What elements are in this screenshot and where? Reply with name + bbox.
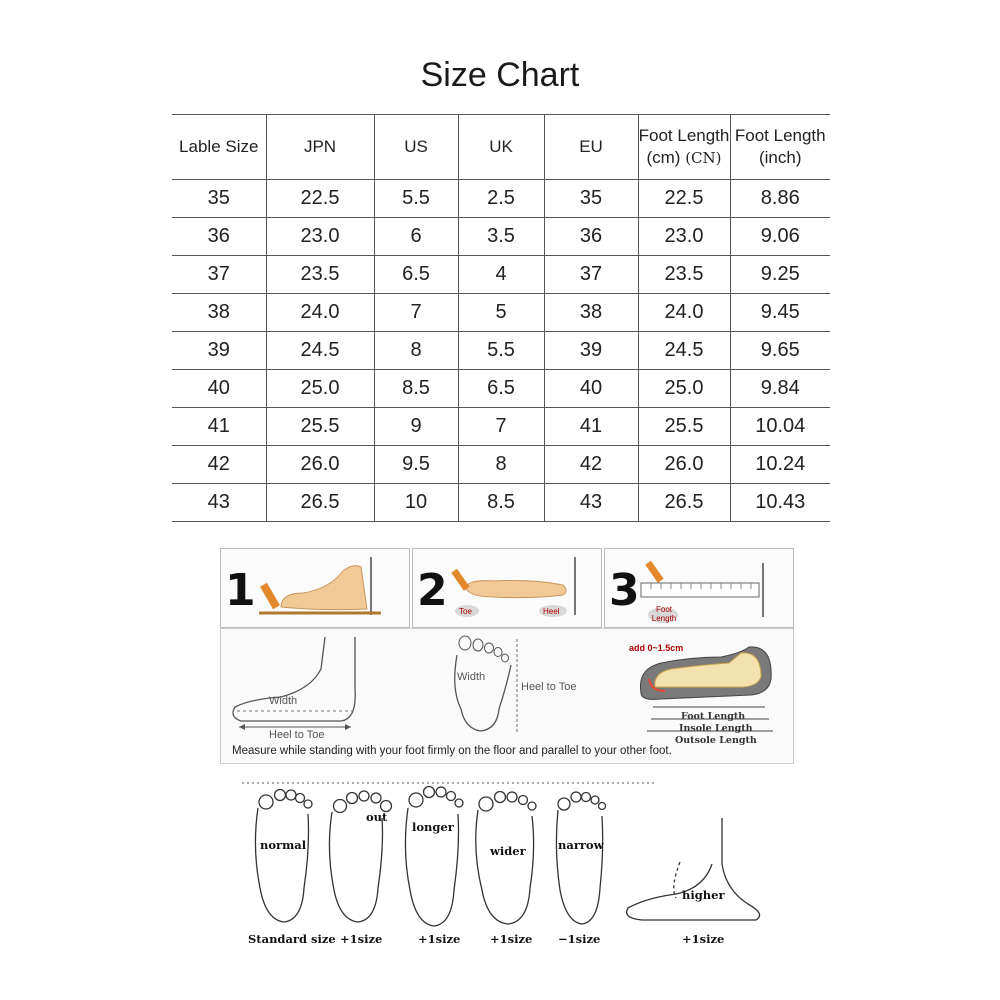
table-cell: 8 (374, 332, 458, 370)
table-cell: 38 (544, 294, 638, 332)
table-cell: 9.06 (730, 218, 830, 256)
foot-type-longer-label: longer (412, 820, 454, 834)
table-row (172, 256, 830, 294)
table-cell: 25.5 (638, 408, 730, 446)
width-label: Width (269, 695, 298, 707)
heel-to-toe-label: Heel to Toe (269, 729, 325, 741)
table-cell: 37 (544, 256, 638, 294)
step-2-panel (412, 548, 602, 628)
table-cell: 5 (458, 294, 544, 332)
measuring-guide (220, 548, 792, 762)
header-us: US (374, 115, 458, 180)
table-cell: 42 (172, 446, 266, 484)
table-row (172, 294, 830, 332)
foot-types-illustration (236, 778, 776, 958)
table-cell: 42 (544, 446, 638, 484)
table-cell: 36 (544, 218, 638, 256)
header-foot-length-inch: Foot Length (inch) (730, 115, 830, 180)
table-cell: 6 (374, 218, 458, 256)
table-cell: 8.5 (374, 370, 458, 408)
table-row (172, 218, 830, 256)
table-row (172, 332, 830, 370)
table-cell: 24.5 (638, 332, 730, 370)
table-cell: 43 (172, 484, 266, 522)
table-cell: 10.24 (730, 446, 830, 484)
heel-to-toe-label-top: Heel to Toe (521, 681, 577, 693)
width-label-top: Width (457, 671, 486, 683)
foot-type-out-size: +1size (340, 932, 383, 946)
table-cell: 3.5 (458, 218, 544, 256)
measure-instruction: Measure while standing with your foot firmly on the floor and parallel to your other foot. (232, 745, 672, 757)
table-cell: 8 (458, 446, 544, 484)
table-cell: 26.5 (266, 484, 374, 522)
table-cell: 10.43 (730, 484, 830, 522)
table-cell: 37 (172, 256, 266, 294)
table-row (172, 180, 830, 218)
table-cell: 25.0 (266, 370, 374, 408)
table-cell: 9.65 (730, 332, 830, 370)
table-cell: 10 (374, 484, 458, 522)
heel-tag: Heel (543, 607, 560, 616)
insole-length-label: Insole Length (679, 723, 753, 734)
table-row (172, 446, 830, 484)
foot-length-tag: Foot Length (651, 605, 677, 623)
table-cell: 39 (172, 332, 266, 370)
table-cell: 10.04 (730, 408, 830, 446)
step-2-number: 2 (417, 565, 448, 616)
table-row (172, 408, 830, 446)
foot-type-out-label: out (366, 810, 388, 824)
table-cell: 23.0 (638, 218, 730, 256)
table-cell: 35 (544, 180, 638, 218)
step-1-number: 1 (225, 565, 256, 616)
step-3-panel (604, 548, 794, 628)
header-lable-size: Lable Size (172, 115, 266, 180)
table-cell: 9.84 (730, 370, 830, 408)
table-cell: 9.25 (730, 256, 830, 294)
table-cell: 9.5 (374, 446, 458, 484)
table-cell: 22.5 (266, 180, 374, 218)
table-cell: 9.45 (730, 294, 830, 332)
table-cell: 23.5 (638, 256, 730, 294)
header-eu: EU (544, 115, 638, 180)
table-cell: 5.5 (458, 332, 544, 370)
table-cell: 7 (458, 408, 544, 446)
foot-types-diagram (236, 778, 776, 958)
table-cell: 40 (172, 370, 266, 408)
foot-type-narrow-label: narrow (558, 838, 604, 852)
size-table (172, 114, 830, 522)
foot-type-narrow-size: −1size (558, 932, 601, 946)
table-cell: 5.5 (374, 180, 458, 218)
foot-length-label: Foot Length (681, 711, 746, 722)
outsole-length-label: Outsole Length (675, 735, 757, 746)
header-foot-length-cm: Foot Length (cm) (CN) (638, 115, 730, 180)
step-3-number: 3 (609, 565, 640, 616)
table-cell: 2.5 (458, 180, 544, 218)
table-cell: 4 (458, 256, 544, 294)
table-cell: 6.5 (374, 256, 458, 294)
table-cell: 39 (544, 332, 638, 370)
measure-diagram-panel (220, 628, 794, 764)
table-cell: 24.5 (266, 332, 374, 370)
table-cell: 26.0 (638, 446, 730, 484)
add-length-label: add 0~1.5cm (629, 643, 684, 653)
table-cell: 26.5 (638, 484, 730, 522)
foot-type-wider-size: +1size (490, 932, 533, 946)
foot-type-longer-size: +1size (418, 932, 461, 946)
table-cell: 23.0 (266, 218, 374, 256)
table-header-row (172, 115, 830, 180)
table-cell: 43 (544, 484, 638, 522)
table-cell: 38 (172, 294, 266, 332)
table-row (172, 370, 830, 408)
page-title: Size Chart (420, 56, 580, 94)
table-cell: 25.0 (638, 370, 730, 408)
table-cell: 26.0 (266, 446, 374, 484)
table-cell: 6.5 (458, 370, 544, 408)
foot-type-higher-label: higher (682, 888, 725, 902)
table-cell: 8.5 (458, 484, 544, 522)
table-cell: 36 (172, 218, 266, 256)
header-jpn: JPN (266, 115, 374, 180)
table-cell: 22.5 (638, 180, 730, 218)
table-cell: 7 (374, 294, 458, 332)
table-cell: 24.0 (638, 294, 730, 332)
table-cell: 24.0 (266, 294, 374, 332)
header-uk: UK (458, 115, 544, 180)
foot-type-higher-size: +1size (682, 932, 725, 946)
foot-type-normal-label: normal (260, 838, 307, 852)
table-cell: 23.5 (266, 256, 374, 294)
toe-tag: Toe (459, 607, 472, 616)
table-cell: 25.5 (266, 408, 374, 446)
table-cell: 8.86 (730, 180, 830, 218)
table-cell: 40 (544, 370, 638, 408)
table-cell: 41 (544, 408, 638, 446)
table-cell: 41 (172, 408, 266, 446)
foot-type-normal-size: Standard size (248, 932, 336, 946)
step-1-panel (220, 548, 410, 628)
foot-type-wider-label: wider (490, 844, 526, 858)
table-row (172, 484, 830, 522)
table-cell: 35 (172, 180, 266, 218)
table-cell: 9 (374, 408, 458, 446)
